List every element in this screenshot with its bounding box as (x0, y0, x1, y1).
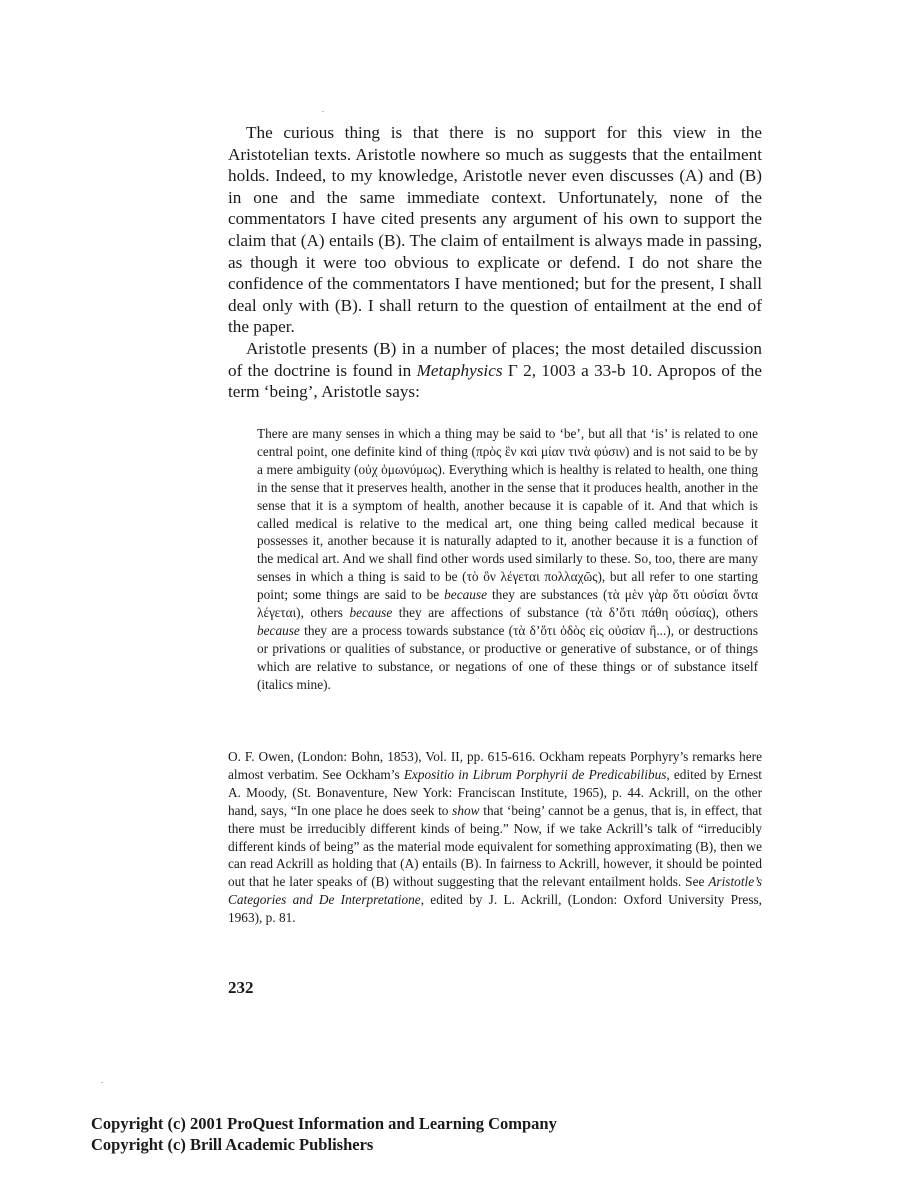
footnote-part-1: O. F. Owen, (London: Bohn, 1853), Vol. II, pp. 615-616. Ockham repeats Porphyry’s remarks here almost verbatim. See Ockham’s (228, 749, 762, 782)
paragraph-2-before: Aristotle presents (B) in a number of places; the most detailed discussion of the doctrine is found in (228, 338, 762, 380)
copyright-notice (91, 1113, 557, 1155)
block-quotation (257, 425, 758, 694)
quote-part-3: they are affections of substance (τὰ δ’ὅτι πάθη οὐσίας), others (392, 605, 758, 621)
quote-emphasis-3: because (257, 622, 300, 638)
footnote-emphasis-show: show (452, 802, 480, 818)
quote-part-2: they are substances (τὰ μὲν γὰρ ὅτι οὐσίαι ὄντα λέγεται), others (257, 587, 758, 621)
quote-part-4: they are a process towards substance (τὰ δ’ὅτι ὁδὸς εἰς οὐσίαν ἢ...), or destructions or privations or qualities of substance, or productive or generative of substance, or of things which are relative to substance, or negations of one of these things or of substance itself (italics mine). (257, 622, 758, 692)
quote-part-1: There are many senses in which a thing may be said to ‘be’, but all that ‘is’ is related to one central point, one definite kind of thing (πρὸς ἓν καὶ μίαν τινὰ φύσιν) and is not said to be by a mere ambiguity (οὐχ ὁμωνύμως). Everything which is healthy is related to health, one thing in the sense that it preserves health, another in the sense that it produces health, another in the sense that it is a symptom of health, another because it is capable of it. And that which is called medical is relative to the medical art, one thing being called medical because it possesses it, another because it is naturally adapted to it, another because it is a function of the medical art. And we shall find other words used similarly to these. So, too, there are many senses in which a thing is said to be (τὸ ὂν λέγεται πολλαχῶς), but all refer to one starting point; some things are said to be (257, 426, 758, 603)
scan-speck (101, 1082, 103, 1083)
main-body-text (228, 122, 762, 403)
footnote-text (228, 748, 762, 927)
quote-emphasis-1: because (444, 587, 487, 603)
footnote-part-4: , edited by J. L. Ackrill, (London: Oxford University Press, 1963), p. 81. (228, 892, 762, 926)
page-number: 232 (228, 978, 254, 997)
footnote-part-2: , edited by Ernest A. Moody, (St. Bonaventure, New York: Franciscan Institute, 1965), p. 44. Ackrill, on the other hand, says, “In one place he does seek to (228, 766, 762, 818)
footnote-part-3: that ‘being’ cannot be a genus, that is, in effect, that there must be irreducibly different kinds of being.” Now, if we take Ackrill’s talk of “irreducibly different kinds of being” as the material mode equivalent for something approximating (B), then we can read Ackrill as holding that (A) entails (B). In fairness to Ackrill, however, it should be pointed out that he later speaks of (B) without suggesting that the relevant entailment holds. See (228, 802, 762, 890)
scan-speck (322, 111, 324, 112)
footnote-title-ackrill: Aristotle’s Categories and De Interpretatione (228, 874, 762, 908)
quote-emphasis-2: because (349, 605, 393, 621)
copyright-line-1: Copyright (c) 2001 ProQuest Information and Learning Company (91, 1114, 557, 1133)
body-paragraph-1: The curious thing is that there is no support for this view in the Aristotelian texts. Aristotle nowhere so much as suggests that the entailment holds. Indeed, to my knowledge, Aristotle never even discusses (A) and (B) in one and the same immediate context. Unfortunately, none of the commentators I have cited presents any argument of his own to support the claim that (A) entails (B). The claim of entailment is always made in passing, as though it were too obvious to explicate or defend. I do not share the confidence of the commentators I have mentioned; but for the present, I shall deal only with (B). I shall return to the question of entailment at the end of the paper. (228, 123, 762, 337)
body-paragraph-2 (228, 338, 762, 403)
copyright-line-2: Copyright (c) Brill Academic Publishers (91, 1135, 374, 1154)
paragraph-2-after: Γ 2, 1003 a 33-b 10. Apropos of the term ‘being’, Aristotle says: (228, 360, 762, 402)
work-title-metaphysics: Metaphysics (416, 360, 503, 380)
footnote-title-ockham: Expositio in Librum Porphyrii de Predicabilibus (403, 766, 667, 782)
